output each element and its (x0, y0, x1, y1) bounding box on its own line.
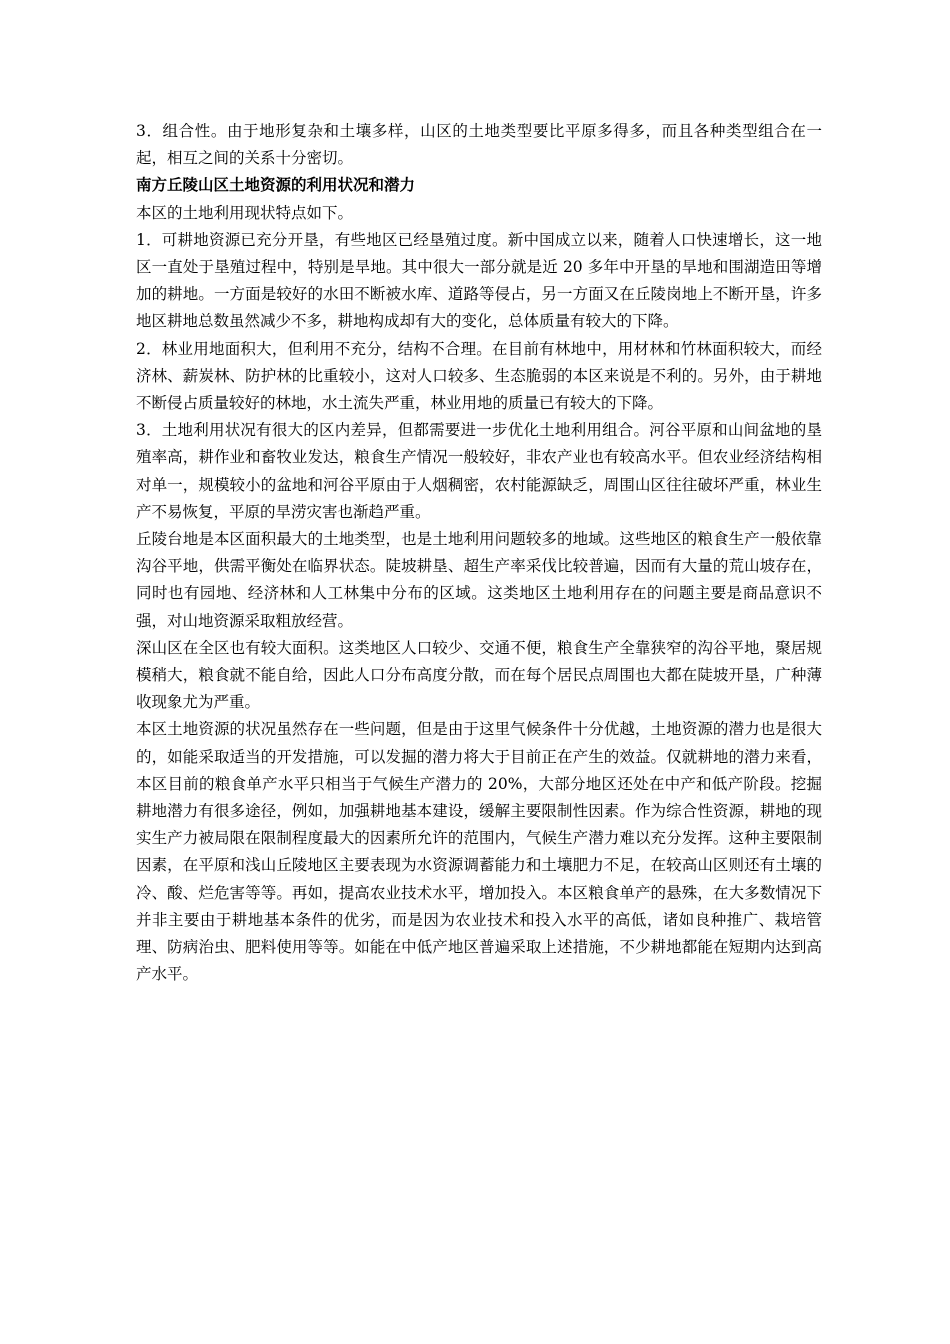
paragraph-land-potential: 本区土地资源的状况虽然存在一些问题，但是由于这里气候条件十分优越，土地资源的潜力也是很大的，如能采取适当的开发措施，可以发掘的潜力将大于目前正在产生的效益。仅就耕地的潜力来看，本区目前的粮食单产水平只相当于气候生产潜力的 20%，大部分地区还处在中产和低产阶段。挖掘耕地潜力有很多途径，例如，加强耕地基本建设，缓解主要限制性因素。作为综合性资源，耕地的现实生产力被局限在限制程度最大的因素所允许的范围内，气候生产潜力难以充分发挥。这种主要限制因素，在平原和浅山丘陵地区主要表现为水资源调蓄能力和土壤肥力不足，在较高山区则还有土壤的冷、酸、烂危害等等。再如，提高农业技术水平，增加投入。本区粮食单产的悬殊，在大多数情况下并非主要由于耕地基本条件的优劣，而是因为农业技术和投入水平的高低，诸如良种推广、栽培管理、防病治虫、肥料使用等等。如能在中低产地区普遍采取上述措施，不少耕地都能在短期内达到高产水平。 (136, 720, 822, 984)
paragraph-regional-differences: 3．土地利用状况有很大的区内差异，但都需要进一步优化土地利用组合。河谷平原和山间盆地的垦殖率高，耕作业和畜牧业发达，粮食生产情况一般较好，非农产业也有较高水平。但农业经济结构相对单一，规模较小的盆地和河谷平原由于人烟稠密，农村能源缺乏，周围山区往往破坏严重，林业生产不易恢复，平原的旱涝灾害也渐趋严重。 (136, 421, 822, 521)
paragraph-hilly-terrace: 丘陵台地是本区面积最大的土地类型，也是土地利用问题较多的地域。这些地区的粮食生产一般依靠沟谷平地，供需平衡处在临界状态。陡坡耕垦、超生产率采伐比较普遍，因而有大量的荒山坡存在，同时也有园地、经济林和人工林集中分布的区域。这类地区土地利用存在的问题主要是商品意识不强，对山地资源采取粗放经营。 (136, 530, 822, 630)
paragraph-forestry-land: 2．林业用地面积大，但利用不充分，结构不合理。在目前有林地中，用材林和竹林面积较大，而经济林、薪炭林、防护林的比重较小，这对人口较多、生态脆弱的本区来说是不利的。另外，由于耕地不断侵占质量较好的林地，水土流失严重，林业用地的质量已有较大的下降。 (136, 339, 822, 413)
paragraph-deep-mountain: 深山区在全区也有较大面积。这类地区人口较少、交通不便，粮食生产全靠狭窄的沟谷平地，聚居规模稍大，粮食就不能自给，因此人口分布高度分散，而在每个居民点周围也大都在陡坡开垦，广种薄收现象尤为严重。 (136, 638, 822, 712)
intro-paragraph: 3．组合性。由于地形复杂和土壤多样，山区的土地类型要比平原多得多，而且各种类型组合在一起，相互之间的关系十分密切。 (136, 122, 822, 168)
section-heading: 南方丘陵山区土地资源的利用状况和潜力 (136, 176, 416, 195)
document-body (136, 118, 822, 989)
paragraph-intro-line: 本区的土地利用现状特点如下。 (136, 203, 354, 222)
paragraph-arable-land: 1．可耕地资源已充分开垦，有些地区已经垦殖过度。新中国成立以来，随着人口快速增长，这一地区一直处于垦殖过程中，特别是旱地。其中很大一部分就是近 20 多年中开垦的旱地和围湖造田等增加的耕地。一方面是较好的水田不断被水库、道路等侵占，另一方面又在丘陵岗地上不断开垦，许多地区耕地总数虽然减少不多，耕地构成却有大的变化，总体质量有较大的下降。 (136, 230, 822, 331)
